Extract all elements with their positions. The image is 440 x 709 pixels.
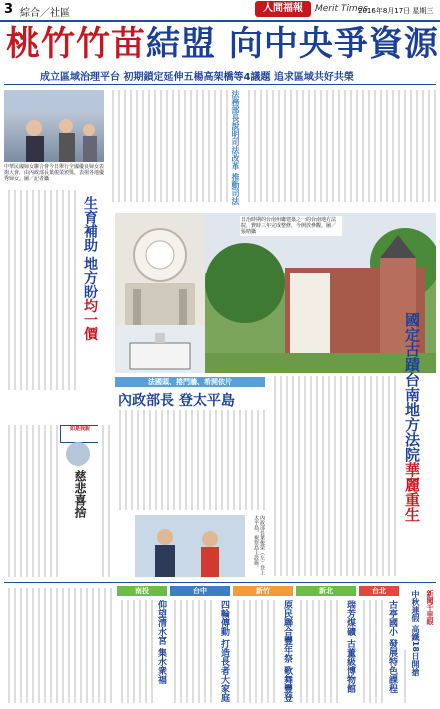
story1-body [108, 90, 228, 202]
headline-part1: 桃竹竹苗 [6, 24, 146, 64]
story4-caption [245, 515, 265, 577]
story3-title [402, 312, 423, 582]
region-newnews-label: 新聞千里眼 [426, 590, 434, 625]
story2-body [4, 190, 78, 390]
story1-photo [4, 90, 104, 162]
story1-caption-credit: 圖／記者攝 [24, 176, 50, 182]
story2-title [80, 196, 100, 386]
section-label: 綜合／社區 [20, 8, 70, 19]
dome-photo [115, 213, 205, 325]
story4-photo [135, 515, 245, 577]
story4-body [115, 410, 265, 510]
story3-subtitle: 法務部長說明司法改革 推動司法 [231, 90, 240, 205]
story2-title-a: 生育補助 地方盼 [82, 196, 98, 299]
story5-label: 如是我說 [69, 426, 90, 432]
headline-part2: 結盟 向中央爭資源 [146, 24, 439, 64]
story5-label-box [60, 425, 100, 443]
newspaper-logo: 人間福報 [255, 1, 311, 17]
story3-body-bottom [270, 376, 398, 576]
region-taipei-label: 台北 [359, 586, 399, 596]
region-newnews-body [400, 650, 410, 703]
merit-times-label: Merit Times [315, 4, 368, 14]
main-subhead: 成立區域治理平台 初期鎖定延伸五楊高架橋等4議題 追求區域共好共榮 [40, 72, 354, 83]
region-nantou-title: 仰望清水宮 集水衆福 [156, 600, 166, 685]
region-nantou-label: 南投 [117, 586, 167, 596]
main-headline [6, 24, 439, 64]
story4-title: 內政部長 登太平島 [118, 393, 235, 409]
region-newnews-title: 中秋連假 高鐵18日開搶 [411, 590, 420, 676]
region-nantou-body [117, 600, 153, 703]
region-taichung-title: 四輪傳動 打造長者大家庭 [219, 600, 229, 703]
story4-banner: 法國頭、捲門牆、希開依片 [115, 377, 265, 387]
story3-title-b: 台南地方法院 [403, 372, 421, 462]
building-thumbnail [115, 325, 205, 373]
story3-body-top [244, 90, 436, 202]
region-hsinchu-body [233, 600, 279, 703]
story1-caption-text: 中華民國婦女聯合會今日舉行全國優良婦女表揚大會，由內政部長葉俊榮頒獎，表揚各地優秀婦女。 [4, 164, 105, 182]
story3-title-a: 國定古蹟 [403, 312, 421, 372]
bottom-divider [4, 582, 436, 583]
story5-title: 慈悲喜捨 [73, 470, 87, 518]
region-xinbei-body [296, 600, 342, 703]
story3-title-c: 華麗重生 [403, 462, 421, 522]
story5-body-tail [98, 425, 112, 577]
region-hsinchu-label: 新竹 [233, 586, 293, 596]
story3-caption-text: 日治時期的台南州廳建築之一的台南地方法院，費時三年完成整修，今開放參觀。 [241, 217, 337, 229]
divider [4, 84, 436, 85]
story4-caption-text: 內政部長葉俊榮（左）登上太平島，視察島上設施。 [253, 515, 265, 575]
region-taichung-body [170, 600, 216, 703]
story5-avatar [66, 442, 90, 466]
story2-title-b: 均一價 [82, 298, 98, 341]
region-taipei-body [359, 600, 385, 703]
story1-caption [4, 164, 104, 184]
region-taichung-label: 台中 [170, 586, 230, 596]
region-xinbei-label: 新北 [296, 586, 356, 596]
bottom-left-body [4, 588, 116, 703]
region-xinbei-title: 瑞芳煤礦 古董級博物館 [345, 600, 355, 694]
region-hsinchu-title: 原民聯合豐年祭 歌舞豐登 [282, 600, 292, 703]
page-number: 3 [4, 2, 14, 17]
issue-date: 2016年8月17日 星期三 [358, 7, 434, 15]
story5-body [4, 425, 60, 577]
story3-caption-credit: 圖／張晴攝 [241, 223, 337, 235]
story3-caption [240, 216, 342, 236]
region-taipei-title: 古亭國小 發展特色課程 [387, 600, 397, 694]
